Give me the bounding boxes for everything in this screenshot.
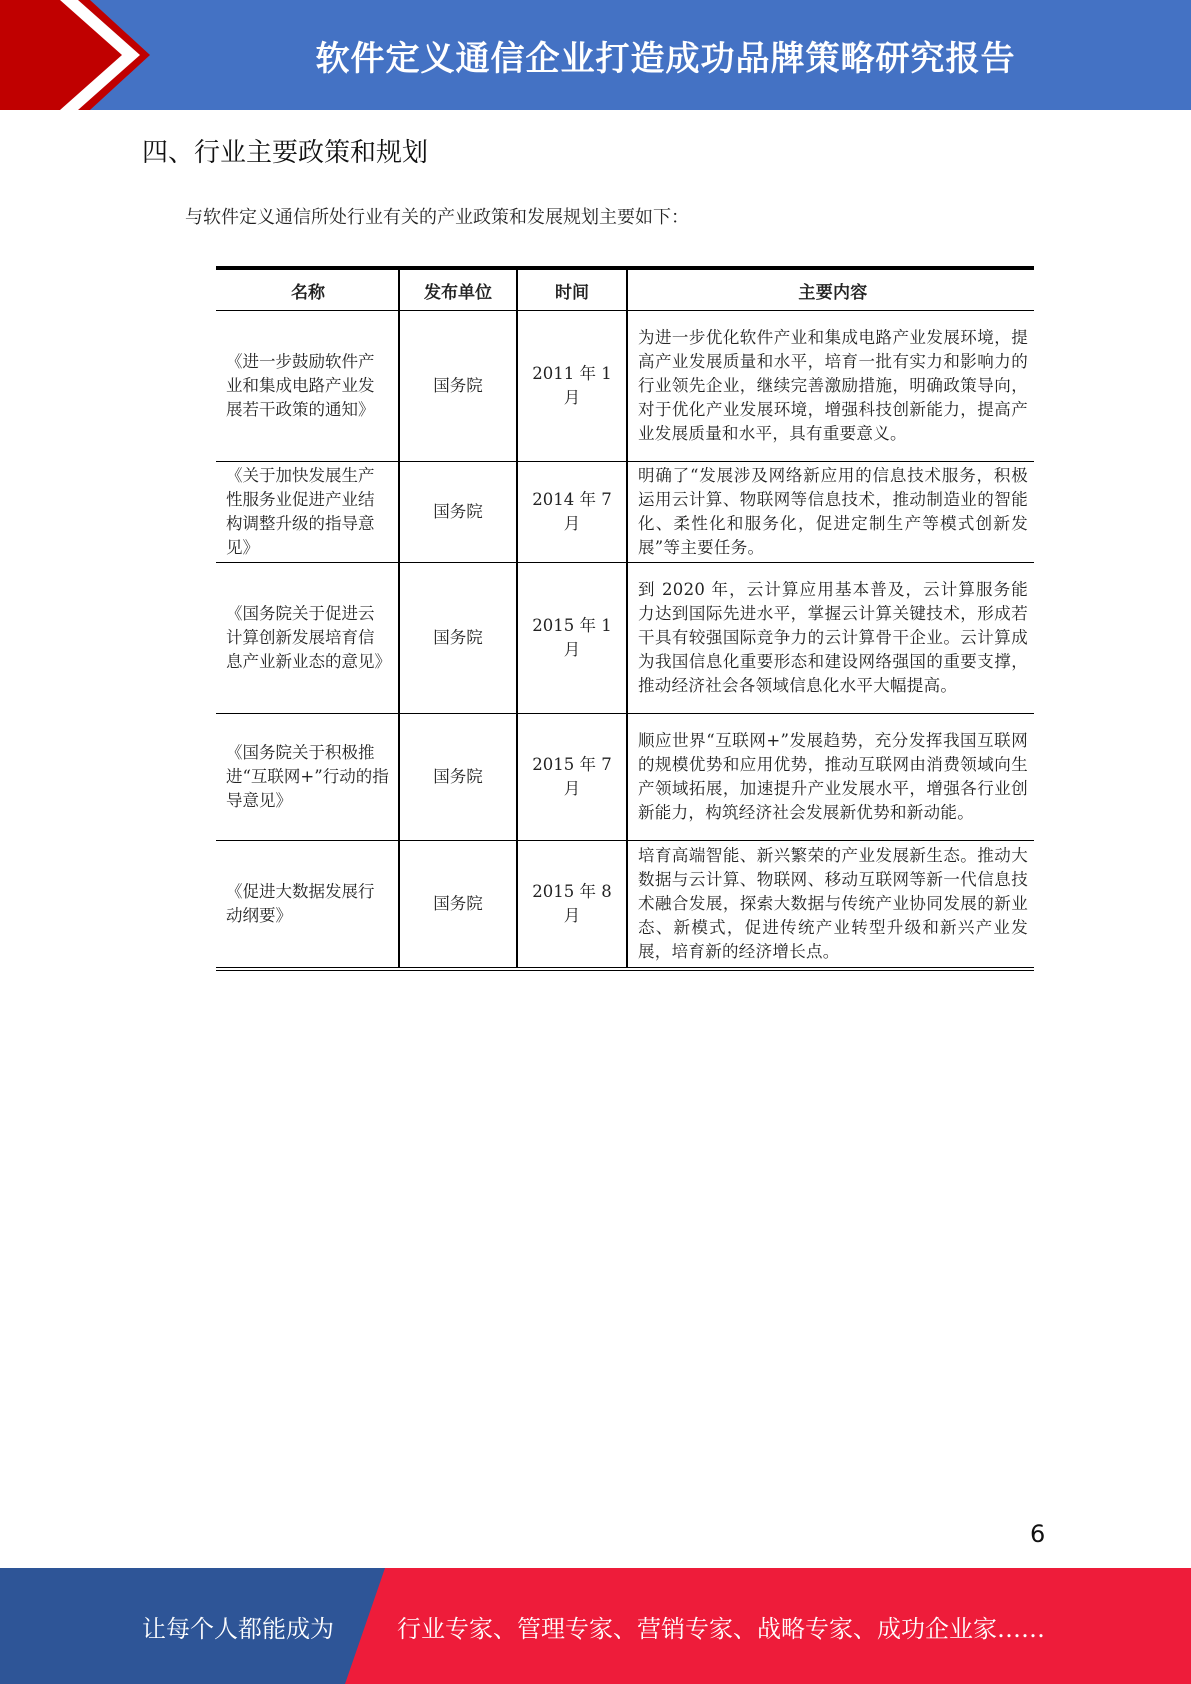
header-banner	[0, 0, 1191, 110]
footer-banner	[0, 1568, 1191, 1684]
policy-content: 明确了“发展涉及网络新应用的信息技术服务，积极运用云计算、物联网等信息技术，推动制造业的智能化、柔性化和服务化，促进定制生产等模式创新发展”等主要任务。	[627, 462, 1034, 563]
page-number: 6	[1030, 1520, 1046, 1548]
column-header-org: 发布单位	[399, 268, 517, 311]
policy-name: 《国务院关于促进云计算创新发展培育信息产业新业态的意见》	[216, 563, 399, 714]
policy-time: 2014 年 7 月	[517, 462, 627, 563]
policy-content: 为进一步优化软件产业和集成电路产业发展环境，提高产业发展质量和水平，培育一批有实力和影响力的行业领先企业，继续完善激励措施，明确政策导向，对于优化产业发展环境，增强科技创新能力，提高产业发展质量和水平，具有重要意义。	[627, 311, 1034, 462]
column-header-content: 主要内容	[627, 268, 1034, 311]
policy-time: 2015 年 8 月	[517, 841, 627, 970]
report-title: 软件定义通信企业打造成功品牌策略研究报告	[315, 38, 1016, 79]
table-row	[216, 462, 1034, 563]
policy-org: 国务院	[399, 563, 517, 714]
policy-org: 国务院	[399, 841, 517, 970]
policy-org: 国务院	[399, 311, 517, 462]
column-header-name: 名称	[216, 268, 399, 311]
table-row	[216, 714, 1034, 841]
policy-time: 2015 年 7 月	[517, 714, 627, 841]
column-header-time: 时间	[517, 268, 627, 311]
table-header-row	[216, 268, 1034, 311]
policy-content: 培育高端智能、新兴繁荣的产业发展新生态。推动大数据与云计算、物联网、移动互联网等新一代信息技术融合发展，探索大数据与传统产业协同发展的新业态、新模式，促进传统产业转型升级和新兴产业发展，培育新的经济增长点。	[638, 846, 1028, 961]
policy-time: 2011 年 1 月	[517, 311, 627, 462]
table-row	[216, 841, 1034, 970]
policy-content: 到 2020 年，云计算应用基本普及，云计算服务能力达到国际先进水平，掌握云计算关键技术，形成若干具有较强国际竞争力的云计算骨干企业。云计算成为我国信息化重要形态和建设网络强国的重要支撑，推动经济社会各领域信息化水平大幅提高。	[627, 563, 1034, 714]
policy-name: 《国务院关于积极推进“互联网+”行动的指导意见》	[216, 714, 399, 841]
policy-table	[216, 266, 1034, 971]
policy-content: 顺应世界“互联网+”发展趋势，充分发挥我国互联网的规模优势和应用优势，推动互联网由消费领域向生产领域拓展，加速提升产业发展水平，增强各行业创新能力，构筑经济社会发展新优势和新动能。	[627, 714, 1034, 841]
policy-org: 国务院	[399, 714, 517, 841]
footer-slogan-right: 行业专家、管理专家、营销专家、战略专家、成功企业家……	[397, 1614, 1045, 1643]
red-arrow-decoration	[0, 0, 150, 110]
policy-name: 《促进大数据发展行动纲要》	[216, 841, 399, 970]
policy-time: 2015 年 1 月	[517, 563, 627, 714]
table-row	[216, 311, 1034, 462]
footer-slogan-left: 让每个人都能成为	[142, 1614, 334, 1643]
policy-name: 《进一步鼓励软件产业和集成电路产业发展若干政策的通知》	[216, 311, 399, 462]
table-row	[216, 563, 1034, 714]
intro-paragraph: 与软件定义通信所处行业有关的产业政策和发展规划主要如下：	[185, 207, 689, 228]
policy-org: 国务院	[399, 462, 517, 563]
policy-name: 《关于加快发展生产性服务业促进产业结构调整升级的指导意见》	[216, 462, 399, 563]
section-title: 四、行业主要政策和规划	[142, 138, 429, 168]
